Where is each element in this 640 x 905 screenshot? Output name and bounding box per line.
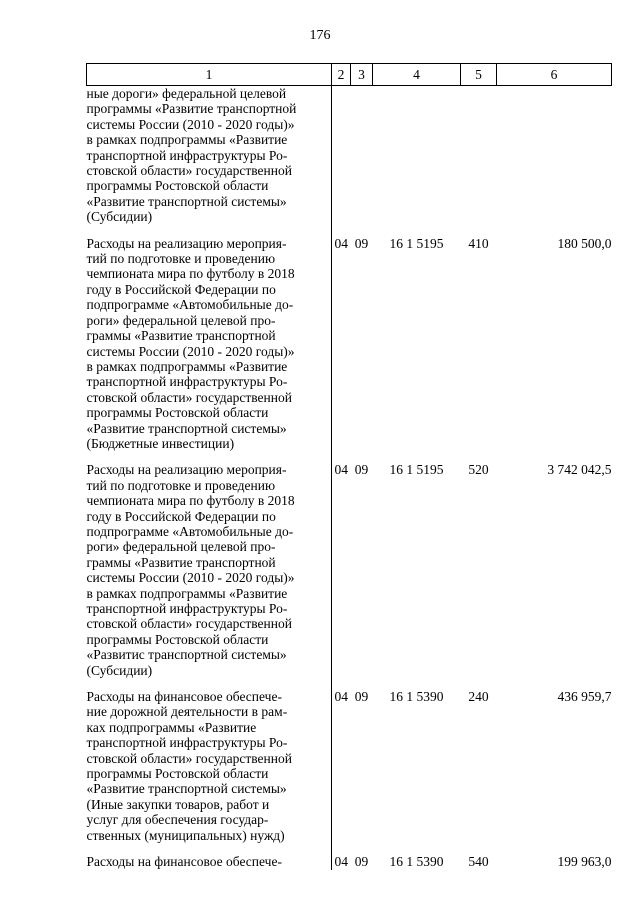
description-line: (Субсидии)	[86, 662, 153, 678]
amount: 3 742 042,5	[547, 462, 612, 478]
table-row	[87, 236, 612, 452]
description-line: программы Ростовской области	[86, 766, 269, 782]
target-article-code: 16 1 5195	[389, 462, 444, 478]
table-row	[87, 854, 612, 869]
description-line: «Развитис транспортной системы»	[86, 647, 287, 663]
description-line: подпрограмме «Автомобильные до-	[86, 523, 294, 539]
description-line: роги» федеральной целевой про-	[86, 312, 276, 328]
expense-description	[87, 689, 332, 843]
section-code	[332, 86, 351, 225]
description-line: программы «Развитие транспортной	[86, 101, 297, 117]
description-line: (Бюджетные инвестиции)	[86, 435, 235, 451]
description-line: в рамках подпрограммы «Развитие	[86, 358, 288, 374]
description-line: тий по подготовке и проведению	[86, 477, 276, 493]
budget-table	[86, 63, 612, 870]
description-line: системы России (2010 - 2020 годы)»	[86, 570, 295, 586]
description-line: транспортной инфраструктуры Ро-	[86, 601, 288, 616]
table-row	[87, 86, 612, 225]
column-header: 2	[332, 64, 351, 86]
target-article-code: 16 1 5195	[389, 235, 444, 251]
section-code: 04	[334, 689, 348, 705]
description-line: транспортной инфраструктуры Ро-	[86, 374, 288, 390]
expense-type-code	[461, 86, 497, 225]
description-line: стовской области» государственной	[86, 616, 292, 632]
expense-description	[87, 236, 332, 452]
column-header-row	[87, 64, 612, 86]
subsection-code: 09	[354, 235, 369, 251]
description-line: программы Ростовской области	[86, 631, 269, 647]
description-line: системы России (2010 - 2020 годы)»	[86, 343, 295, 359]
subsection-code: 09	[354, 462, 369, 478]
subsection-code	[351, 86, 373, 225]
expense-description	[87, 854, 332, 869]
column-header: 1	[87, 64, 332, 86]
subsection-code: 09	[354, 854, 369, 870]
expense-description	[87, 462, 332, 678]
target-article-code: 16 1 5390	[389, 854, 444, 870]
description-line: (Субсидии)	[86, 209, 153, 225]
amount: 199 963,0	[557, 854, 612, 870]
subsection-code: 09	[354, 689, 369, 705]
description-line: стовской области» государственной	[86, 163, 292, 179]
description-line: Расходы на финансовое обеспече-	[86, 689, 282, 705]
description-line: граммы «Развитие транспортной	[86, 554, 276, 570]
description-line: программы Ростовской области	[86, 405, 269, 421]
description-line: тий по подготовке и проведению	[86, 251, 276, 267]
column-header: 6	[497, 64, 612, 86]
section-code: 04	[334, 462, 348, 478]
description-line: Расходы на реализацию мероприя-	[86, 462, 287, 478]
description-line: граммы «Развитие транспортной	[86, 328, 276, 344]
description-line: стовской области» государственной	[86, 750, 292, 766]
expense-type-code: 520	[468, 462, 489, 478]
table-row	[87, 689, 612, 843]
section-code: 04	[334, 854, 348, 870]
expense-description	[87, 86, 332, 225]
column-header: 5	[461, 64, 497, 86]
expense-type-code: 240	[468, 689, 489, 705]
description-line: системы России (2010 - 2020 годы)»	[86, 116, 295, 132]
description-line: (Иные закупки товаров, работ и	[86, 796, 270, 812]
description-line: «Развитие транспортной системы»	[86, 193, 287, 209]
description-line: «Развитие транспортной системы»	[86, 781, 287, 797]
description-line: в рамках подпрограммы «Развитие	[86, 132, 288, 148]
target-article-code	[373, 86, 461, 225]
description-line: ственных (муниципальных) нужд)	[86, 827, 285, 843]
description-line: программы Ростовской области	[86, 178, 269, 194]
description-line: ние дорожной деятельности в рам-	[86, 704, 288, 720]
description-line: стовской области» государственной	[86, 389, 292, 405]
page-number: 176	[309, 28, 331, 43]
description-line: «Развитие транспортной системы»	[86, 420, 287, 436]
description-line: Расходы на финансовое обеспече-	[86, 854, 282, 870]
expense-type-code: 410	[468, 235, 489, 251]
amount: 180 500,0	[557, 235, 612, 251]
description-line: ках подпрограммы «Развитие	[86, 719, 257, 735]
table-row	[87, 462, 612, 678]
description-line: ные дороги» федеральной целевой	[86, 86, 287, 101]
amount: 436 959,7	[557, 689, 612, 705]
expense-type-code: 540	[468, 854, 489, 870]
amount	[497, 86, 612, 225]
description-line: услуг для обеспечения государ-	[86, 812, 269, 828]
description-line: чемпионата мира по футболу в 2018	[86, 493, 295, 509]
description-line: подпрограмме «Автомобильные до-	[86, 297, 294, 313]
column-header: 3	[351, 64, 373, 86]
target-article-code: 16 1 5390	[389, 689, 444, 705]
description-line: году в Российской Федерации по	[86, 508, 276, 524]
description-line: роги» федеральной целевой про-	[86, 539, 276, 555]
description-line: транспортной инфраструктуры Ро-	[86, 735, 288, 751]
description-line: году в Российской Федерации по	[86, 281, 276, 297]
section-code: 04	[334, 235, 348, 251]
description-line: чемпионата мира по футболу в 2018	[86, 266, 295, 282]
column-header: 4	[373, 64, 461, 86]
description-line: транспортной инфраструктуры Ро-	[86, 147, 288, 163]
description-line: Расходы на реализацию мероприя-	[86, 235, 287, 251]
description-line: в рамках подпрограммы «Развитие	[86, 585, 288, 601]
